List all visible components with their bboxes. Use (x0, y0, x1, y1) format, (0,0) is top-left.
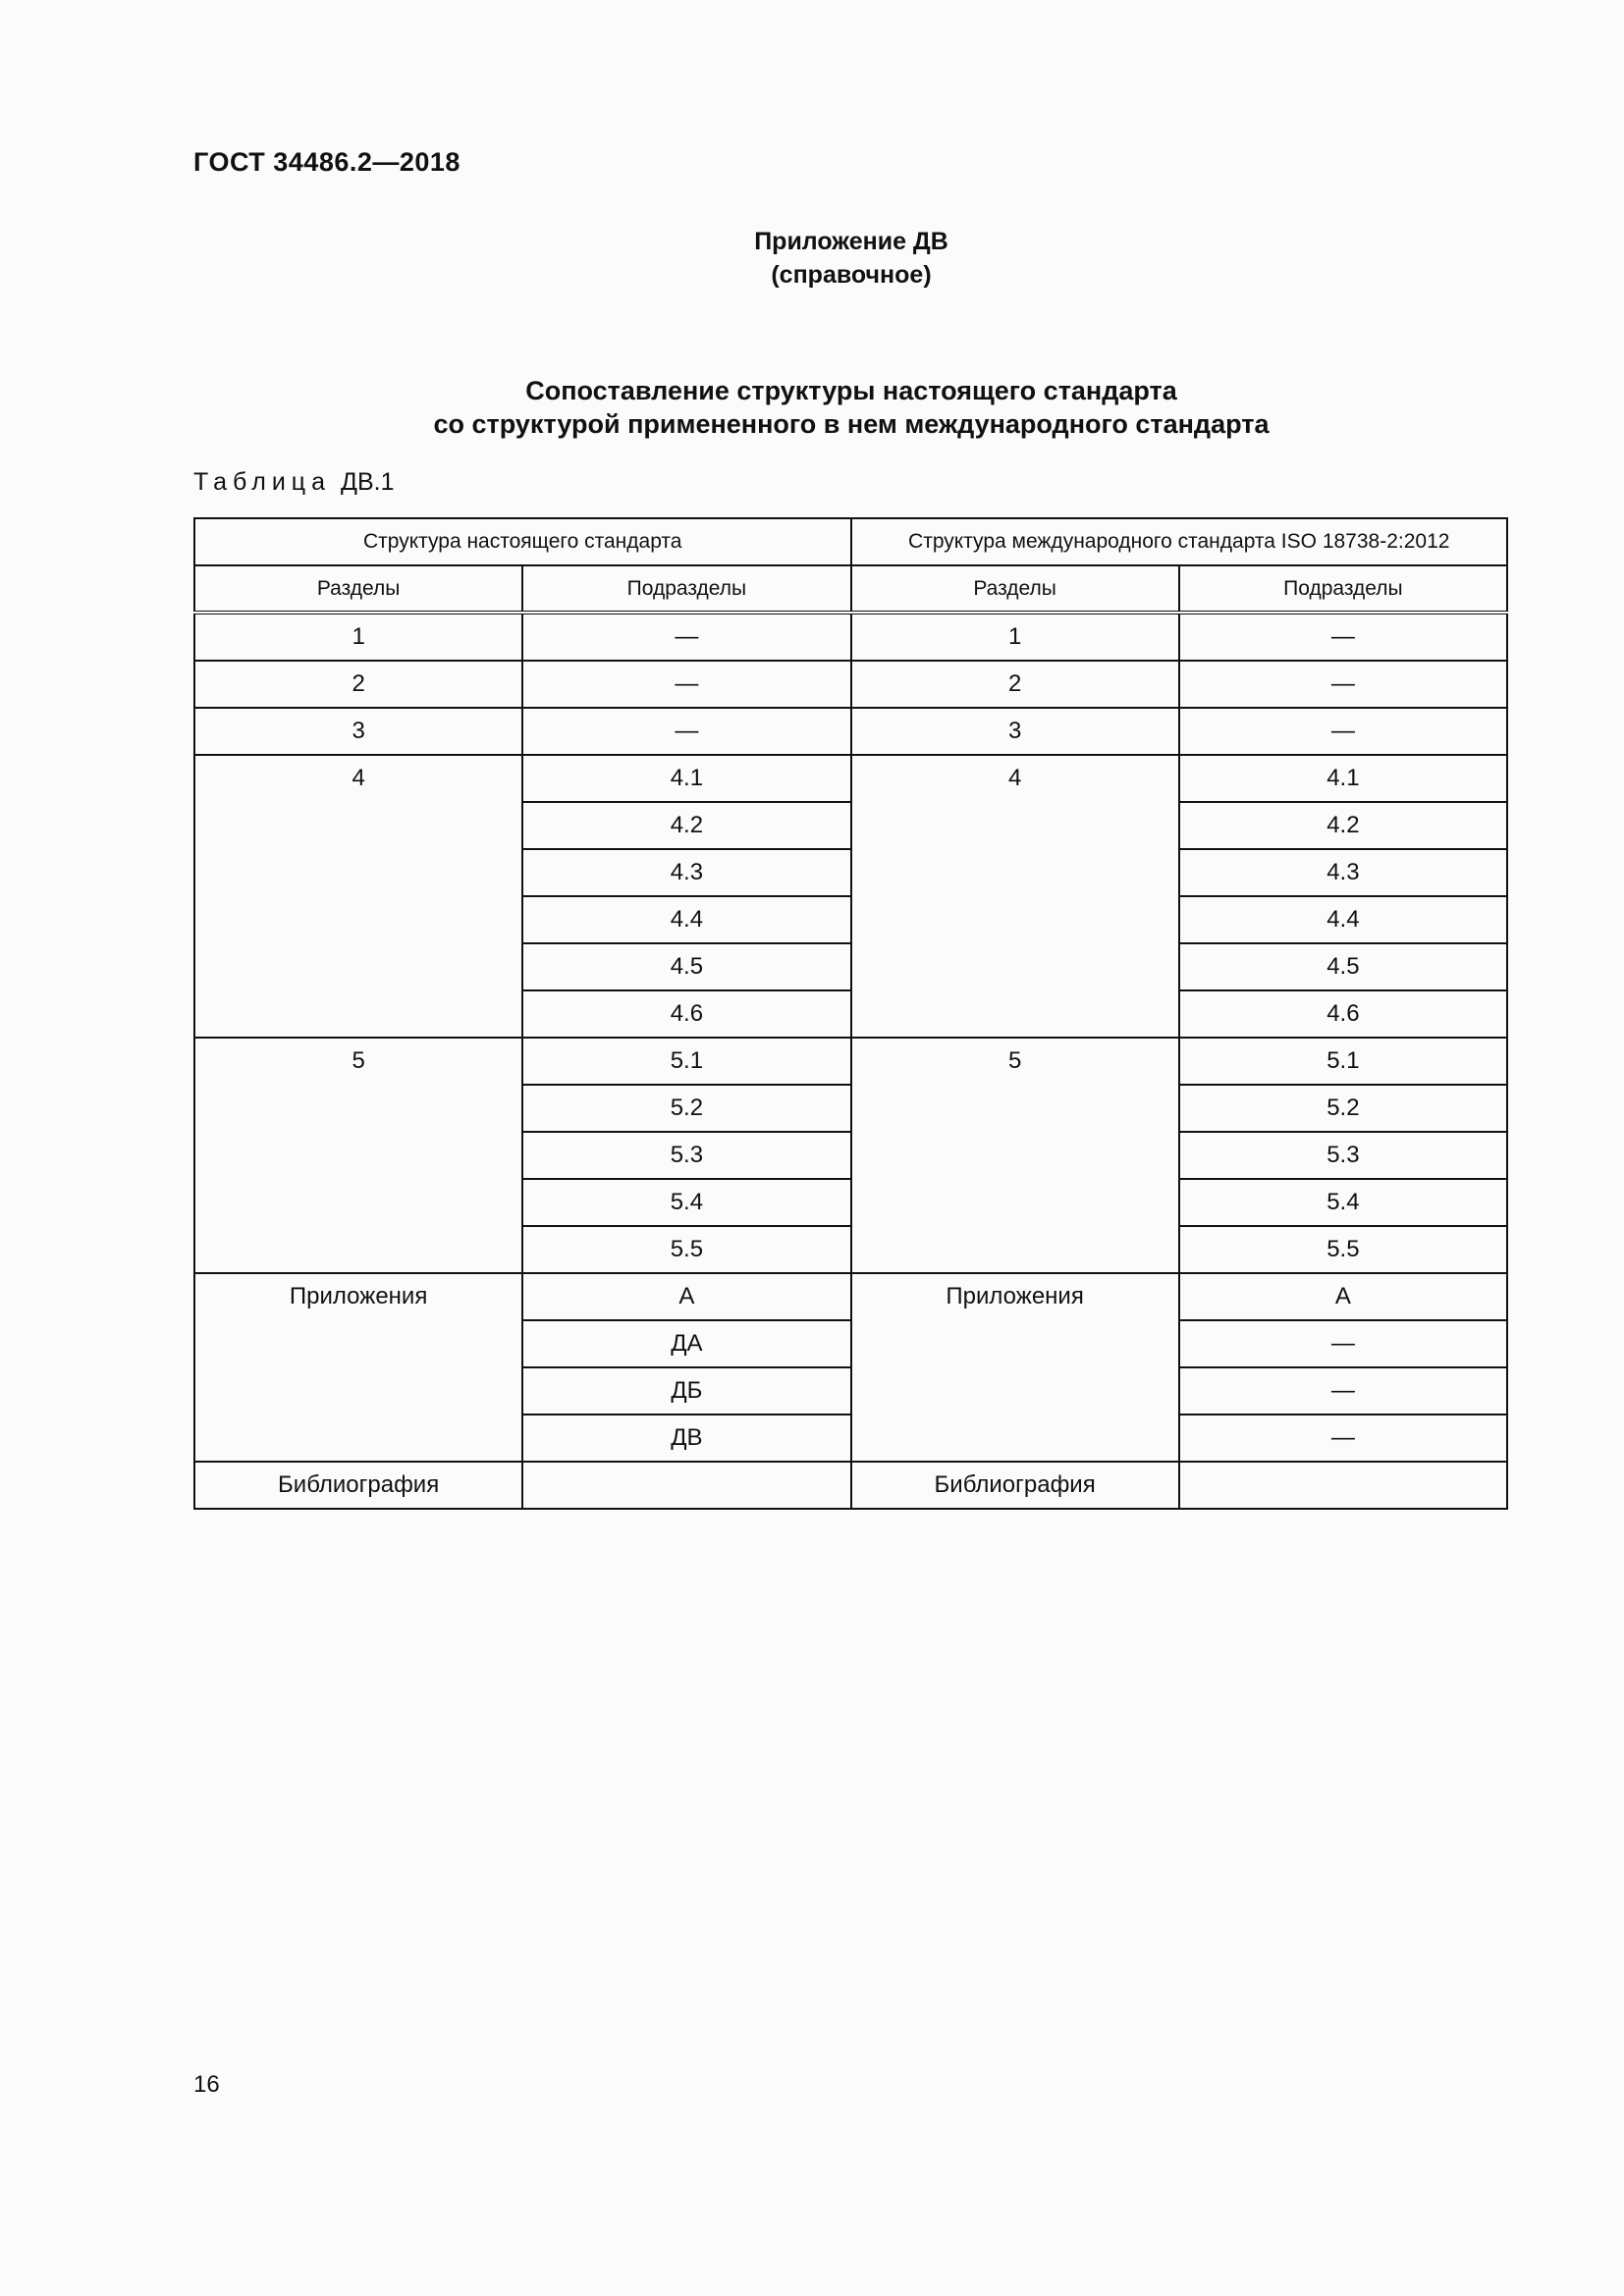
table-cell: А (1179, 1273, 1507, 1320)
table-cell: 5.3 (522, 1132, 850, 1179)
group-header-cell: Структура международного стандарта ISO 18738-2:2012 (851, 518, 1508, 565)
table-cell: 5.4 (522, 1179, 850, 1226)
section-title-line1: Сопоставление структуры настоящего стандарта (525, 376, 1177, 405)
section-cell: 5 (194, 1038, 522, 1273)
table-label-number: ДВ.1 (341, 468, 395, 496)
table-cell: 4.5 (522, 943, 850, 990)
table-cell: 5.4 (1179, 1179, 1507, 1226)
sub-header-cell: Разделы (194, 565, 522, 613)
table-cell: 4.6 (522, 990, 850, 1038)
table-cell: 5.1 (1179, 1038, 1507, 1085)
table-cell: 4.5 (1179, 943, 1507, 990)
table-label (193, 468, 395, 497)
table-cell: 4.2 (1179, 802, 1507, 849)
table-sub-header-row (194, 565, 1507, 613)
table-row (194, 613, 1507, 661)
table-row (194, 708, 1507, 755)
table-cell: — (1179, 1415, 1507, 1462)
table-cell (522, 1462, 850, 1509)
table-cell: 5.5 (522, 1226, 850, 1273)
table-cell: — (1179, 661, 1507, 708)
table-cell: 5.1 (522, 1038, 850, 1085)
section-cell: 5 (851, 1038, 1179, 1273)
sub-header-cell: Разделы (851, 565, 1179, 613)
section-title-line2: со структурой примененного в нем международного стандарта (433, 409, 1270, 439)
table-cell: — (522, 708, 850, 755)
document-code: ГОСТ 34486.2—2018 (193, 147, 460, 177)
table-group-header-row (194, 518, 1507, 565)
appendix-heading (0, 225, 1624, 292)
table-cell: — (522, 661, 850, 708)
appendix-title: Приложение ДВ (754, 228, 948, 255)
page-number: 16 (193, 2071, 220, 2098)
table-cell: 5.3 (1179, 1132, 1507, 1179)
section-cell: 4 (194, 755, 522, 1038)
table-cell: 5.5 (1179, 1226, 1507, 1273)
table-cell: Библиография (851, 1462, 1179, 1509)
table-cell: 2 (194, 661, 522, 708)
table-cell: ДВ (522, 1415, 850, 1462)
table-cell: 5.2 (1179, 1085, 1507, 1132)
table-cell: 4.4 (1179, 896, 1507, 943)
table-cell: — (1179, 1367, 1507, 1415)
section-title (0, 374, 1624, 441)
table-cell (1179, 1462, 1507, 1509)
section-cell: Приложения (194, 1273, 522, 1462)
sub-header-cell: Подразделы (1179, 565, 1507, 613)
table-cell: 4.6 (1179, 990, 1507, 1038)
table-row (194, 1038, 1507, 1085)
table-cell: 4.1 (1179, 755, 1507, 802)
table-cell: 2 (851, 661, 1179, 708)
table-cell: — (1179, 613, 1507, 661)
table-row (194, 1273, 1507, 1320)
table-cell: 3 (194, 708, 522, 755)
table-cell: 3 (851, 708, 1179, 755)
table-cell: 1 (194, 613, 522, 661)
sub-header-cell: Подразделы (522, 565, 850, 613)
table-cell: 5.2 (522, 1085, 850, 1132)
table-cell: — (522, 613, 850, 661)
table-cell: 4.3 (522, 849, 850, 896)
table-label-word: Таблица (193, 468, 332, 496)
table-cell: 4.1 (522, 755, 850, 802)
table-cell: — (1179, 1320, 1507, 1367)
section-cell: 4 (851, 755, 1179, 1038)
table-cell: ДБ (522, 1367, 850, 1415)
table-cell: 4.2 (522, 802, 850, 849)
appendix-note: (справочное) (771, 261, 932, 289)
table-cell: Библиография (194, 1462, 522, 1509)
group-header-cell: Структура настоящего стандарта (194, 518, 851, 565)
table-row (194, 755, 1507, 802)
section-cell: Приложения (851, 1273, 1179, 1462)
table-cell: 1 (851, 613, 1179, 661)
table-cell: — (1179, 708, 1507, 755)
table-cell: ДА (522, 1320, 850, 1367)
table-row (194, 1462, 1507, 1509)
table-row (194, 661, 1507, 708)
table-cell: 4.3 (1179, 849, 1507, 896)
comparison-table (193, 517, 1508, 1510)
table-cell: 4.4 (522, 896, 850, 943)
table-cell: А (522, 1273, 850, 1320)
